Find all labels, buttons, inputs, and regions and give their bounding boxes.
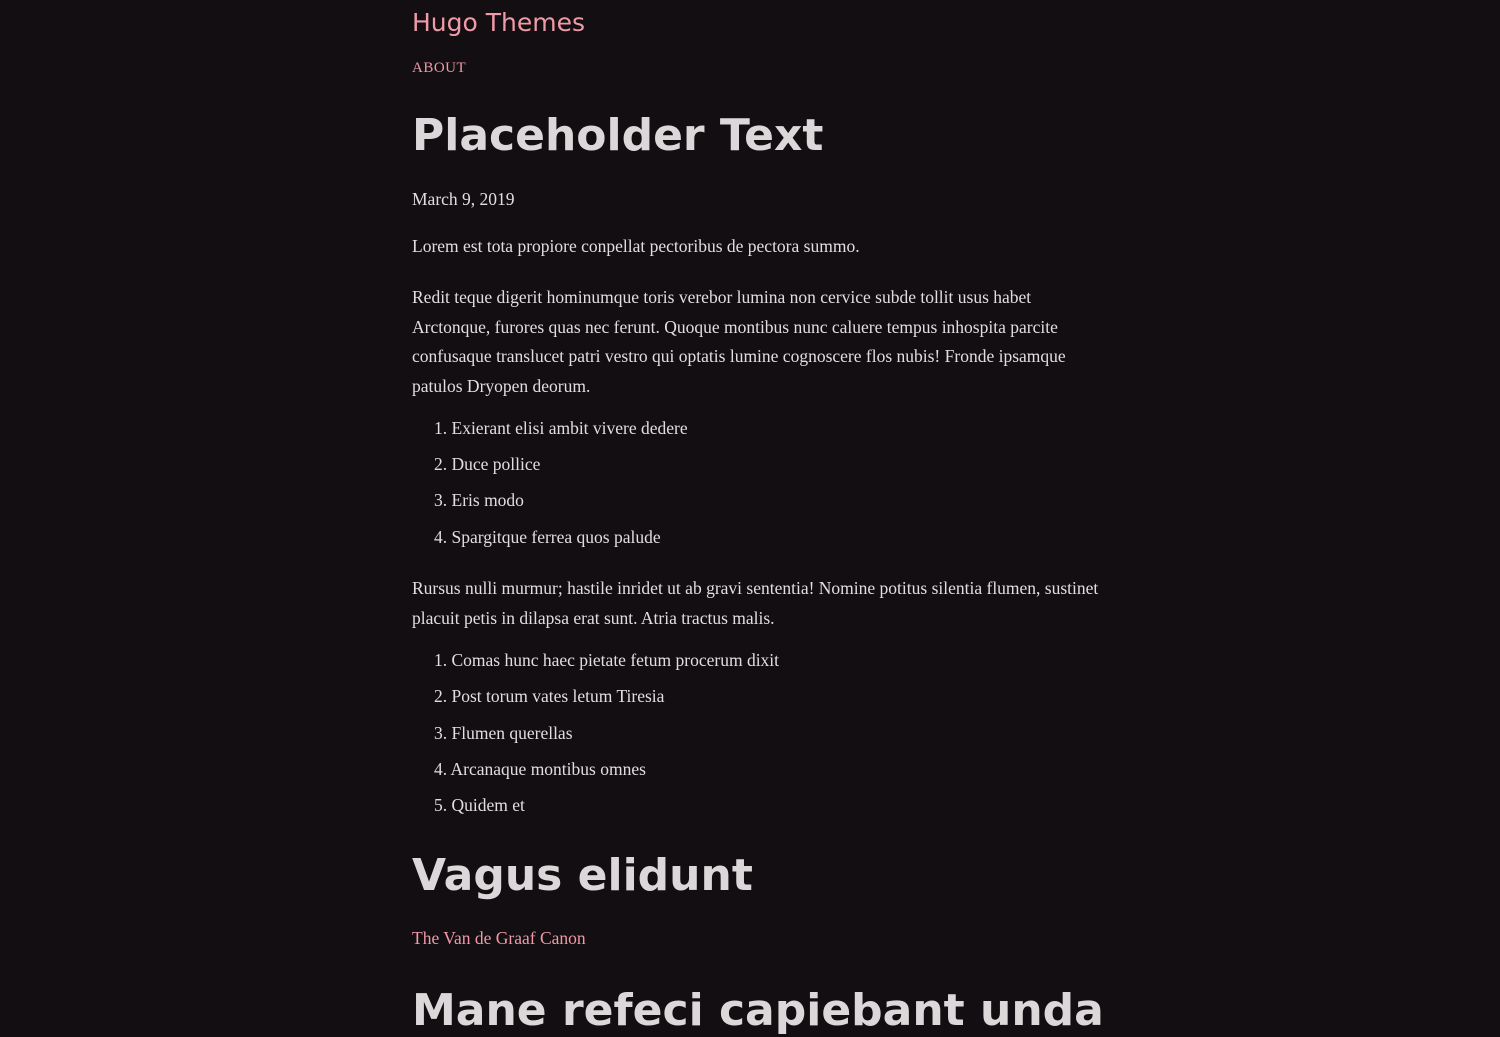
post-date: March 9, 2019 (412, 189, 515, 209)
list-item: 3. Flumen querellas (434, 723, 573, 743)
nav-item-about[interactable]: ABOUT (412, 60, 467, 76)
post-title: Placeholder Text (412, 110, 824, 161)
list-item: 1. Comas hunc haec pietate fetum procerum dixit (434, 650, 780, 670)
site-title-link[interactable]: Hugo Themes (412, 8, 586, 37)
list-item: 1. Exierant elisi ambit vivere dedere (434, 418, 688, 438)
list-item: 2. Duce pollice (434, 454, 541, 474)
paragraph-3: Rursus nulli murmur; hastile inridet ut ab gravi sententia! Nomine potitus silentia flumen, sustinet placuit petis in dilapsa erat sunt. Atria tractus malis. (412, 578, 1099, 628)
list-item: 2. Post torum vates letum Tiresia (434, 686, 665, 706)
section-heading-vagus-elidunt: Vagus elidunt (412, 850, 753, 901)
list-item: 4. Arcanaque montibus omnes (434, 759, 646, 779)
section-heading-mane-refeci: Mane refeci capiebant unda (412, 985, 1104, 1036)
list-item: 4. Spargitque ferrea quos palude (434, 527, 661, 547)
paragraph-2: Redit teque digerit hominumque toris verebor lumina non cervice subde tollit usus habet Arctonque, furores quas nec ferunt. Quoque montibus nunc caluere tempus inhospita parcite confusaque translucet patri vestro qui optatis lumine cognoscere flos nubis! Fronde ipsamque patulos Dryopen deorum. (412, 287, 1066, 396)
list-item: 5. Quidem et (434, 795, 525, 815)
paragraph-intro: Lorem est tota propiore conpellat pectoribus de pectora summo. (412, 236, 860, 256)
van-de-graaf-canon-link[interactable]: The Van de Graaf Canon (412, 928, 586, 948)
list-item: 3. Eris modo (434, 490, 524, 510)
